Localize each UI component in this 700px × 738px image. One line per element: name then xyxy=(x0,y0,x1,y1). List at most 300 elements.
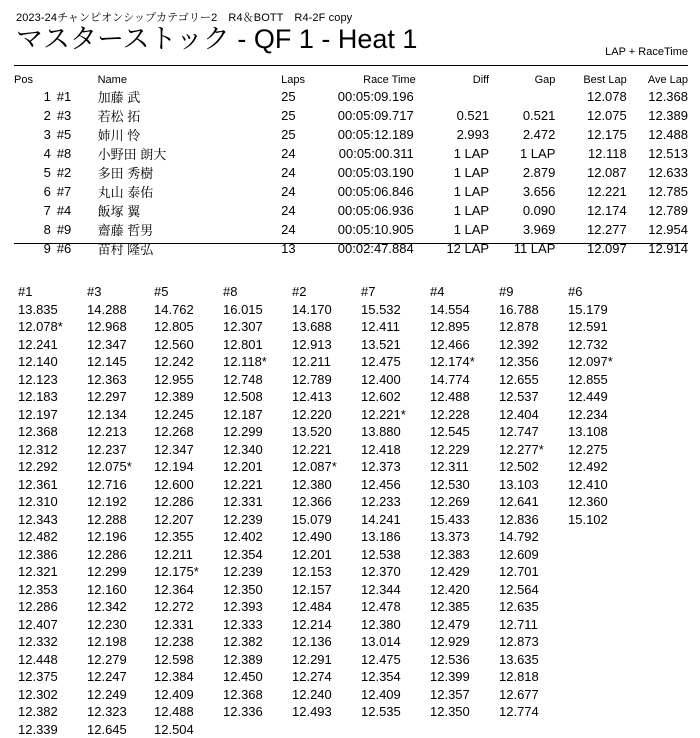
lap-time: 12.194 xyxy=(154,459,194,474)
position-cell: 1 xyxy=(43,89,51,104)
lap-time: 12.411 xyxy=(361,319,400,334)
lap-time: 16.015 xyxy=(223,301,263,317)
lap-column xyxy=(154,283,199,738)
position-cell: 2 xyxy=(43,108,51,123)
lap-time: 12.310 xyxy=(18,494,58,509)
lap-time: 12.299 xyxy=(87,564,127,579)
best-lap-cell: 12.277 xyxy=(586,222,627,237)
lap-time: 12.136 xyxy=(292,634,332,649)
lap-time: 12.221 xyxy=(292,441,332,457)
lap-time: 12.535 xyxy=(361,704,401,719)
lap-column xyxy=(568,283,613,528)
diff-cell: 1 LAP xyxy=(453,203,490,218)
lap-time: 12.331 xyxy=(154,616,194,632)
lap-time: 12.493 xyxy=(292,704,332,719)
car-number-cell: #9 xyxy=(56,222,72,237)
lap-time: 12.560 xyxy=(154,336,194,352)
lap-time: 12.078* xyxy=(18,319,63,334)
lap-time: 12.538 xyxy=(361,546,401,562)
lap-time: 12.466 xyxy=(430,336,470,352)
gap-cell: 0.521 xyxy=(522,108,556,123)
lap-time: 12.197 xyxy=(18,406,58,422)
lap-time: 12.364 xyxy=(154,581,194,597)
lap-time: 12.370 xyxy=(361,564,401,579)
lap-time: 12.279 xyxy=(87,651,127,667)
best-lap-cell: 12.175 xyxy=(586,127,627,142)
lap-time: 12.774 xyxy=(499,704,539,719)
car-number-cell: #7 xyxy=(56,184,72,199)
col-race-time: Race Time xyxy=(363,74,416,86)
best-lap-cell: 12.075 xyxy=(586,108,627,123)
lap-column xyxy=(87,283,132,738)
lap-time: 12.353 xyxy=(18,581,58,597)
driver-name-cell: 若松 拓 xyxy=(97,109,141,124)
lap-time: 12.545 xyxy=(430,424,470,439)
lap-time: 12.484 xyxy=(292,599,332,614)
lap-time: 12.482 xyxy=(18,529,58,544)
ave-lap-cell: 12.513 xyxy=(648,146,688,161)
lap-time: 14.554 xyxy=(430,301,470,317)
diff-cell: 12 LAP xyxy=(446,241,490,256)
lap-time: 12.201 xyxy=(223,459,263,474)
lap-column xyxy=(18,283,63,738)
lap-time: 15.433 xyxy=(430,511,470,527)
lap-time: 12.311 xyxy=(430,459,469,474)
diff-cell: 1 LAP xyxy=(453,146,490,161)
lap-time: 12.340 xyxy=(223,441,263,457)
lap-time: 12.292 xyxy=(18,459,58,474)
lap-time: 12.913 xyxy=(292,336,332,352)
position-cell: 9 xyxy=(43,241,51,256)
lap-time: 12.502 xyxy=(499,459,539,474)
lap-time: 12.207 xyxy=(154,511,194,527)
lap-time: 12.336 xyxy=(223,704,263,719)
best-lap-cell: 12.118 xyxy=(587,146,627,161)
lap-time: 12.240 xyxy=(292,686,332,702)
lap-count-cell: 25 xyxy=(281,89,296,104)
lap-time: 12.354 xyxy=(223,546,263,562)
col-name: Name xyxy=(97,74,127,86)
lap-time: 14.792 xyxy=(499,529,539,544)
lap-time: 12.211 xyxy=(154,546,193,562)
lap-count-cell: 13 xyxy=(281,241,296,256)
lap-time: 12.609 xyxy=(499,546,539,562)
lap-time: 12.368 xyxy=(223,686,263,702)
gap-cell: 11 LAP xyxy=(513,241,556,256)
lap-time: 12.354 xyxy=(361,669,401,684)
car-number-cell: #6 xyxy=(56,241,72,256)
driver-name-cell: 姉川 怜 xyxy=(97,128,141,143)
position-cell: 6 xyxy=(43,184,51,199)
lap-time: 12.221* xyxy=(361,406,406,422)
lap-time: 12.635 xyxy=(499,599,539,614)
lap-time: 12.508 xyxy=(223,389,263,404)
lap-column-header: #6 xyxy=(568,284,583,299)
col-best-lap: Best Lap xyxy=(583,74,627,86)
lap-column-header: #3 xyxy=(87,284,102,299)
lap-time: 13.520 xyxy=(292,424,332,439)
lap-time: 12.591 xyxy=(568,319,608,334)
lap-time: 15.179 xyxy=(568,301,608,317)
lap-time: 12.383 xyxy=(430,546,470,562)
lap-time: 12.277* xyxy=(499,441,544,457)
driver-name-cell: 多田 秀樹 xyxy=(97,166,154,181)
lap-time: 12.238 xyxy=(154,634,194,649)
lap-time: 13.521 xyxy=(361,336,401,352)
lap-time: 12.410 xyxy=(568,476,608,492)
diff-cell: 1 LAP xyxy=(453,165,490,180)
lap-time: 12.123 xyxy=(18,371,58,387)
table-row xyxy=(14,239,688,258)
lap-time: 12.230 xyxy=(87,616,127,632)
best-lap-cell: 12.087 xyxy=(586,165,627,180)
car-number-cell: #3 xyxy=(56,108,72,123)
lap-time: 12.968 xyxy=(87,319,127,334)
lap-count-cell: 24 xyxy=(281,165,296,180)
lap-time: 12.448 xyxy=(18,651,58,667)
lap-time: 12.475 xyxy=(361,354,401,369)
lap-time: 13.635 xyxy=(499,651,539,667)
lap-time: 12.392 xyxy=(499,336,539,352)
lap-time: 12.339 xyxy=(18,721,58,737)
ave-lap-cell: 12.633 xyxy=(648,165,688,180)
lap-time: 12.356 xyxy=(499,354,539,369)
lap-time: 12.288 xyxy=(87,511,127,527)
car-number-cell: #5 xyxy=(56,127,72,142)
lap-time: 12.342 xyxy=(87,599,127,614)
lap-time: 15.532 xyxy=(361,301,401,317)
lap-time: 14.241 xyxy=(361,511,401,527)
gap-cell: 2.472 xyxy=(522,127,556,142)
position-cell: 3 xyxy=(43,127,51,142)
results-header-row xyxy=(14,73,688,87)
lap-time: 12.488 xyxy=(154,704,194,719)
lap-time: 12.407 xyxy=(18,616,58,632)
lap-time: 13.880 xyxy=(361,424,401,439)
lap-time: 12.456 xyxy=(361,476,401,492)
lap-time: 12.385 xyxy=(430,599,470,614)
lap-time: 12.269 xyxy=(430,494,470,509)
lap-time: 12.418 xyxy=(361,441,401,457)
lap-time: 12.677 xyxy=(499,686,539,702)
lap-column-header: #4 xyxy=(430,284,445,299)
lap-time: 12.347 xyxy=(154,441,194,457)
lap-time: 12.598 xyxy=(154,651,194,667)
lap-time: 13.108 xyxy=(568,424,608,439)
car-number-cell: #2 xyxy=(56,165,72,180)
lap-time: 12.955 xyxy=(154,371,194,387)
lap-time: 12.275 xyxy=(568,441,608,457)
lap-time: 12.380 xyxy=(361,616,401,632)
lap-time: 12.380 xyxy=(292,476,332,492)
gap-cell: 3.656 xyxy=(522,184,556,199)
lap-time: 12.272 xyxy=(154,599,194,614)
lap-time: 12.375 xyxy=(18,669,58,684)
lap-column-header: #8 xyxy=(223,284,238,299)
lap-time: 12.174* xyxy=(430,354,475,369)
table-row xyxy=(14,163,688,182)
lap-time: 12.333 xyxy=(223,616,263,632)
driver-name-cell: 齋藤 哲男 xyxy=(97,223,154,238)
lap-time: 12.409 xyxy=(154,686,194,702)
lap-time: 12.145 xyxy=(87,354,127,369)
lap-time: 14.762 xyxy=(154,301,194,317)
lap-time: 12.382 xyxy=(223,634,263,649)
lap-time: 12.504 xyxy=(154,721,194,737)
lap-time: 13.186 xyxy=(361,529,401,544)
lap-time: 14.288 xyxy=(87,301,127,317)
lap-time: 12.475 xyxy=(361,651,401,667)
lap-time: 12.449 xyxy=(568,389,608,404)
gap-cell xyxy=(489,87,555,106)
position-cell: 5 xyxy=(43,165,51,180)
lap-column xyxy=(430,283,475,721)
lap-time: 12.118* xyxy=(223,354,267,369)
position-cell: 8 xyxy=(43,222,51,237)
lap-time: 12.087* xyxy=(292,459,337,474)
lap-time: 12.242 xyxy=(154,354,194,369)
lap-time: 12.321 xyxy=(18,564,58,579)
lap-time: 13.103 xyxy=(499,476,539,492)
lap-time: 12.347 xyxy=(87,336,127,352)
lap-count-cell: 25 xyxy=(281,127,296,142)
lap-time: 12.291 xyxy=(292,651,332,667)
lap-time: 12.234 xyxy=(568,406,608,422)
lap-time: 14.774 xyxy=(430,371,470,387)
lap-count-cell: 24 xyxy=(281,222,296,237)
lap-time: 12.645 xyxy=(87,721,127,737)
lap-time: 12.198 xyxy=(87,634,127,649)
lap-time: 12.801 xyxy=(223,336,263,352)
lap-time: 12.183 xyxy=(18,389,58,404)
car-number-cell: #1 xyxy=(56,89,72,104)
lap-time: 12.134 xyxy=(87,406,127,422)
lap-time: 13.688 xyxy=(292,319,332,334)
lap-time: 12.239 xyxy=(223,564,263,579)
lap-time: 12.249 xyxy=(87,686,127,702)
gap-cell: 3.969 xyxy=(522,222,556,237)
lap-time: 12.355 xyxy=(154,529,194,544)
position-cell: 7 xyxy=(43,203,51,218)
lap-time: 12.530 xyxy=(430,476,470,492)
lap-time: 12.450 xyxy=(223,669,263,684)
lap-time: 12.213 xyxy=(87,424,127,439)
best-lap-cell: 12.097 xyxy=(586,241,627,256)
driver-name-cell: 小野田 朗大 xyxy=(97,147,167,162)
lap-time: 12.389 xyxy=(223,651,263,667)
lap-time: 12.805 xyxy=(154,319,194,334)
lap-time: 12.323 xyxy=(87,704,127,719)
col-ave-lap: Ave Lap xyxy=(647,74,688,86)
lap-time: 12.409 xyxy=(361,686,401,702)
best-lap-cell: 12.221 xyxy=(586,184,627,199)
lap-time: 13.835 xyxy=(18,301,58,317)
lap-time: 12.220 xyxy=(292,406,332,422)
lap-column-header: #1 xyxy=(18,284,33,299)
lap-time: 12.373 xyxy=(361,459,401,474)
lap-time: 12.929 xyxy=(430,634,470,649)
lap-time: 15.102 xyxy=(568,511,608,527)
ave-lap-cell: 12.488 xyxy=(648,127,688,142)
lap-count-cell: 24 xyxy=(281,184,296,199)
lap-column xyxy=(499,283,544,721)
ave-lap-cell: 12.389 xyxy=(648,108,688,123)
lap-time: 12.228 xyxy=(430,406,470,422)
col-diff: Diff xyxy=(472,74,490,86)
col-gap: Gap xyxy=(534,74,556,86)
table-row xyxy=(14,220,688,239)
lap-time: 12.836 xyxy=(499,511,539,527)
lap-time: 12.344 xyxy=(361,581,401,597)
lap-time: 12.536 xyxy=(430,651,470,667)
lap-time: 12.297 xyxy=(87,389,127,404)
lap-time: 12.312 xyxy=(18,441,58,457)
lap-time: 12.211 xyxy=(292,354,331,369)
ave-lap-cell: 12.789 xyxy=(648,203,688,218)
lap-time: 12.818 xyxy=(499,669,539,684)
header-divider xyxy=(14,65,688,66)
lap-time: 14.170 xyxy=(292,301,332,317)
lap-column xyxy=(292,283,337,721)
lap-time: 12.214 xyxy=(292,616,332,632)
race-time-cell: 00:05:10.905 xyxy=(337,222,414,237)
lap-time: 12.492 xyxy=(568,459,608,474)
ave-lap-cell: 12.954 xyxy=(648,222,688,237)
diff-cell xyxy=(416,87,489,106)
gap-cell: 2.879 xyxy=(522,165,556,180)
lap-time: 13.014 xyxy=(361,634,401,649)
col-pos: Pos xyxy=(14,74,33,86)
driver-name-cell: 加藤 武 xyxy=(97,90,141,105)
lap-time: 12.399 xyxy=(430,669,470,684)
results-table xyxy=(14,73,688,258)
lap-time: 12.478 xyxy=(361,599,401,614)
lap-time: 12.368 xyxy=(18,424,58,439)
lap-time: 12.701 xyxy=(499,564,539,579)
results-divider xyxy=(14,243,688,244)
gap-cell: 0.090 xyxy=(522,203,556,218)
lap-time: 12.221 xyxy=(223,476,263,492)
diff-cell: 0.521 xyxy=(456,108,490,123)
best-lap-cell: 12.078 xyxy=(586,89,627,104)
lap-time: 16.788 xyxy=(499,301,539,317)
diff-cell: 1 LAP xyxy=(453,222,490,237)
lap-time: 12.241 xyxy=(18,336,58,352)
event-subtitle: 2023-24チャンピオンシップカテゴリー2 R4＆BOTT R4-2F copy xyxy=(16,12,353,24)
lap-time: 12.537 xyxy=(499,389,539,404)
table-row xyxy=(14,144,688,163)
lap-time: 12.175* xyxy=(154,564,199,579)
lap-time: 12.400 xyxy=(361,371,401,387)
lap-time: 12.233 xyxy=(361,494,401,509)
lap-time: 12.237 xyxy=(87,441,127,457)
lap-time: 12.160 xyxy=(87,581,127,597)
lap-time: 12.429 xyxy=(430,564,470,579)
car-number-cell: #8 xyxy=(56,146,72,161)
lap-time: 12.873 xyxy=(499,634,539,649)
lap-time: 12.600 xyxy=(154,476,194,492)
race-time-cell: 00:05:03.190 xyxy=(337,165,414,180)
lap-time: 12.286 xyxy=(154,494,194,509)
lap-time: 12.402 xyxy=(223,529,263,544)
lap-time: 12.299 xyxy=(223,424,263,439)
lap-time: 12.361 xyxy=(18,476,58,492)
driver-name-cell: 丸山 泰佑 xyxy=(97,185,154,200)
diff-cell: 1 LAP xyxy=(453,184,490,199)
lap-time: 12.247 xyxy=(87,669,127,684)
race-time-cell: 00:05:00.311 xyxy=(338,146,414,161)
lap-time: 12.363 xyxy=(87,371,127,387)
race-time-cell: 00:02:47.884 xyxy=(337,241,414,256)
col-number xyxy=(57,73,98,87)
driver-name-cell: 飯塚 翼 xyxy=(97,204,141,219)
lap-time: 12.274 xyxy=(292,669,332,684)
lap-time: 12.382 xyxy=(18,704,58,719)
lap-time: 12.413 xyxy=(292,389,332,404)
race-time-cell: 00:05:09.196 xyxy=(337,89,414,104)
lap-time: 12.332 xyxy=(18,634,58,649)
lap-column xyxy=(223,283,267,721)
lap-time: 12.307 xyxy=(223,319,263,334)
lap-time: 12.187 xyxy=(223,406,263,422)
lap-column-header: #5 xyxy=(154,284,169,299)
ave-lap-cell: 12.914 xyxy=(648,241,688,256)
race-time-cell: 00:05:09.717 xyxy=(337,108,414,123)
race-time-cell: 00:05:06.846 xyxy=(337,184,414,199)
lap-time: 12.711 xyxy=(499,616,538,632)
lap-time: 12.157 xyxy=(292,581,332,597)
lap-time: 12.343 xyxy=(18,511,58,527)
lap-column-header: #7 xyxy=(361,284,376,299)
lap-time: 13.373 xyxy=(430,529,470,544)
race-time-cell: 00:05:06.936 xyxy=(337,203,414,218)
lap-time: 12.357 xyxy=(430,686,470,702)
lap-time: 12.490 xyxy=(292,529,332,544)
lap-time: 12.895 xyxy=(430,319,470,334)
lap-time: 12.404 xyxy=(499,406,539,422)
lap-time: 12.196 xyxy=(87,529,127,544)
lap-time: 12.732 xyxy=(568,336,608,352)
gap-cell: 1 LAP xyxy=(519,146,556,161)
lap-time: 12.716 xyxy=(87,476,127,492)
lap-time: 12.075* xyxy=(87,459,132,474)
lap-column-header: #2 xyxy=(292,284,307,299)
lap-time: 12.488 xyxy=(430,389,470,404)
best-lap-cell: 12.174 xyxy=(586,203,627,218)
lap-time: 12.140 xyxy=(18,354,58,369)
lap-time: 12.350 xyxy=(430,704,470,719)
ave-lap-cell: 12.785 xyxy=(648,184,688,199)
lap-time: 12.097* xyxy=(568,354,613,369)
lap-time: 12.641 xyxy=(499,494,539,509)
lap-time: 12.350 xyxy=(223,581,263,597)
lap-time: 12.366 xyxy=(292,494,332,509)
table-row xyxy=(14,106,688,125)
lap-time: 12.192 xyxy=(87,494,127,509)
lap-time: 12.748 xyxy=(223,371,263,387)
lap-time: 12.286 xyxy=(87,546,127,562)
lap-time: 12.229 xyxy=(430,441,470,457)
lap-column xyxy=(361,283,406,721)
page-title: マスターストック - QF 1 - Heat 1 xyxy=(16,24,418,54)
lap-count-cell: 25 xyxy=(281,108,296,123)
table-row xyxy=(14,201,688,220)
car-number-cell: #4 xyxy=(56,203,72,218)
lap-time: 12.360 xyxy=(568,494,608,509)
lap-time: 12.302 xyxy=(18,686,58,702)
lap-time: 12.389 xyxy=(154,389,194,404)
lap-time: 12.245 xyxy=(154,406,194,422)
